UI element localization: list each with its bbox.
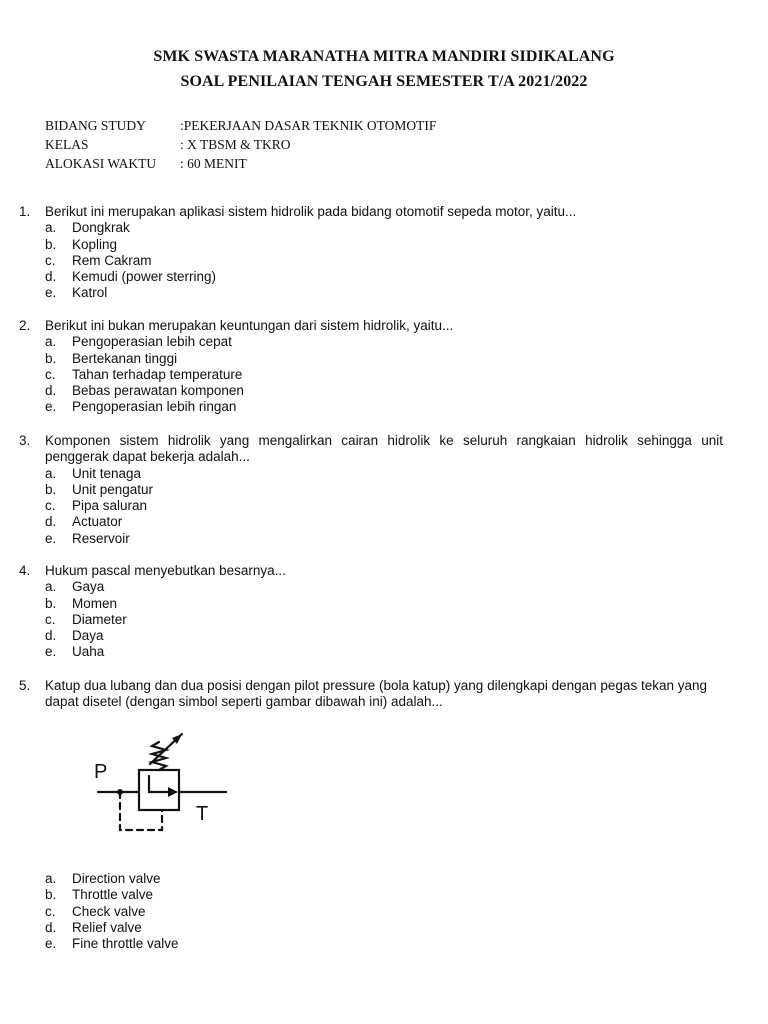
exam-title: SOAL PENILAIAN TENGAH SEMESTER T/A 2021/2022 <box>180 73 588 90</box>
option-c <box>0 904 768 920</box>
info-label: ALOKASI WAKTU <box>45 156 157 171</box>
option-text: Kemudi (power sterring) <box>72 269 217 285</box>
option-text: Dongkrak <box>72 220 130 236</box>
option-letter: e. <box>45 285 57 301</box>
option-text: Actuator <box>72 514 123 530</box>
option-letter: a. <box>45 334 57 350</box>
label-p: P <box>94 761 108 783</box>
option-letter: b. <box>45 595 57 611</box>
info-label: KELAS <box>45 137 89 152</box>
junction-dot <box>117 789 123 795</box>
info-row-class <box>45 137 436 156</box>
option-letter: b. <box>45 350 57 366</box>
option-text: Unit pengatur <box>72 481 154 497</box>
relief-valve-symbol <box>86 728 246 840</box>
option-text: Pengoperasian lebih ringan <box>72 399 237 415</box>
option-e <box>0 399 768 415</box>
option-letter: e. <box>45 530 57 546</box>
option-letter: b. <box>45 887 57 903</box>
option-d <box>0 269 768 285</box>
option-text: Daya <box>72 628 104 644</box>
option-letter: b. <box>45 236 57 252</box>
option-letter: b. <box>45 481 57 497</box>
option-d <box>0 383 768 399</box>
option-text: Diameter <box>72 611 127 627</box>
option-text: Pipa saluran <box>72 498 148 514</box>
option-letter: d. <box>45 514 57 530</box>
option-b <box>0 887 768 903</box>
option-c <box>0 498 768 514</box>
option-letter: c. <box>45 611 56 627</box>
option-text: Throttle valve <box>72 887 154 903</box>
option-text: Momen <box>72 595 118 611</box>
option-c <box>0 612 768 628</box>
option-letter: d. <box>45 919 57 935</box>
option-d <box>0 514 768 530</box>
option-b <box>0 482 768 498</box>
option-text: Tahan terhadap temperature <box>72 366 243 382</box>
question-number: 5. <box>19 678 31 693</box>
question-2 <box>0 318 768 416</box>
option-letter: d. <box>45 269 57 285</box>
option-letter: d. <box>45 628 57 644</box>
info-label: BIDANG STUDY <box>45 118 146 133</box>
option-b <box>0 237 768 253</box>
option-e <box>0 285 768 301</box>
question-5-options <box>0 871 768 952</box>
exam-info <box>45 118 436 175</box>
option-text: Rem Cakram <box>72 252 152 268</box>
option-letter: c. <box>45 252 56 268</box>
question-4 <box>0 563 768 661</box>
option-text: Bertekanan tinggi <box>72 350 178 366</box>
option-c <box>0 253 768 269</box>
option-letter: a. <box>45 220 57 236</box>
option-letter: e. <box>45 936 57 952</box>
option-a <box>0 579 768 595</box>
option-letter: a. <box>45 465 57 481</box>
option-text: Uaha <box>72 644 105 660</box>
label-t: T <box>196 803 209 825</box>
question-1 <box>0 204 768 302</box>
option-letter: d. <box>45 383 57 399</box>
option-b <box>0 351 768 367</box>
option-d <box>0 920 768 936</box>
option-text: Direction valve <box>72 871 161 886</box>
question-number: 4. <box>19 563 31 578</box>
flow-arrowhead <box>168 787 178 797</box>
info-value: :PEKERJAAN DASAR TEKNIK OTOMOTIF <box>180 118 437 133</box>
question-number: 3. <box>19 433 31 448</box>
option-a <box>0 334 768 350</box>
option-text: Relief valve <box>72 919 142 935</box>
question-text: Hukum pascal menyebutkan besarnya... <box>45 563 286 578</box>
option-letter: c. <box>45 498 56 514</box>
option-text: Bebas perawatan komponen <box>72 383 244 399</box>
option-e <box>0 531 768 547</box>
option-a <box>0 466 768 482</box>
info-value: : 60 MENIT <box>180 156 247 171</box>
option-letter: c. <box>45 903 56 919</box>
option-letter: a. <box>45 871 57 886</box>
option-e <box>0 936 768 952</box>
option-d <box>0 628 768 644</box>
option-text: Pengoperasian lebih cepat <box>72 334 232 350</box>
option-text: Fine throttle valve <box>72 936 179 952</box>
question-number: 2. <box>19 318 31 333</box>
option-text: Check valve <box>72 903 146 919</box>
option-b <box>0 596 768 612</box>
option-e <box>0 644 768 660</box>
option-letter: c. <box>45 366 56 382</box>
question-text: Berikut ini bukan merupakan keuntungan dari sistem hidrolik, yaitu... <box>45 318 454 333</box>
option-text: Unit tenaga <box>72 465 142 481</box>
option-letter: a. <box>45 579 57 595</box>
info-row-subject <box>45 118 436 137</box>
option-letter: e. <box>45 399 57 415</box>
question-text: Komponen sistem hidrolik yang mengalirkan cairan hidrolik ke seluruh rangkaian hidrolik sehingga unit penggerak dapat bekerja adalah... <box>45 433 723 465</box>
option-a <box>0 871 768 887</box>
option-c <box>0 367 768 383</box>
option-text: Reservoir <box>72 530 130 546</box>
option-text: Gaya <box>72 579 105 595</box>
option-a <box>0 220 768 236</box>
question-number: 1. <box>19 204 31 219</box>
question-3 <box>0 433 768 547</box>
option-text: Kopling <box>72 236 118 252</box>
info-row-time <box>45 156 436 175</box>
option-letter: e. <box>45 644 57 660</box>
question-text: Berikut ini merupakan aplikasi sistem hidrolik pada bidang otomotif sepeda motor, yaitu... <box>45 204 577 219</box>
school-title: SMK SWASTA MARANATHA MITRA MANDIRI SIDIKALANG <box>153 48 615 65</box>
info-value: : X TBSM & TKRO <box>180 137 291 152</box>
question-5 <box>0 678 768 711</box>
option-text: Katrol <box>72 285 108 301</box>
question-text: Katup dua lubang dan dua posisi dengan pilot pressure (bola katup) yang dilengkapi dengan pegas tekan yang dapat disetel (dengan simbol seperti gambar dibawah ini) adalah... <box>45 678 707 710</box>
